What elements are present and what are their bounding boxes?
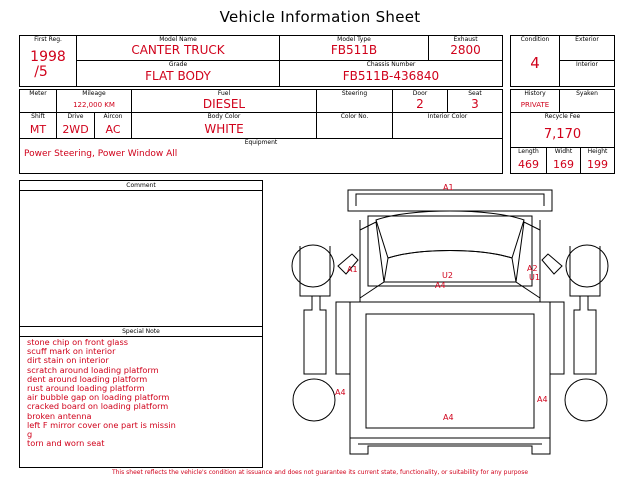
exhaust-label: Exhaust xyxy=(453,36,478,43)
exterior-label: Exterior xyxy=(575,36,599,43)
rear-left-wheel xyxy=(293,379,335,421)
right-side-panel xyxy=(574,296,596,374)
damage-mark-roof-2: A4 xyxy=(435,281,446,290)
fuel-value: DIESEL xyxy=(202,97,246,111)
grade-cell xyxy=(76,60,280,87)
interior-cell xyxy=(559,60,615,87)
left-rail-outline xyxy=(336,302,350,374)
page-title: Vehicle Information Sheet xyxy=(219,8,421,26)
history-value: PRIVATE xyxy=(520,101,550,109)
model-name-label: Model Name xyxy=(159,36,197,43)
exhaust-value: 2800 xyxy=(450,43,481,57)
history-cell xyxy=(510,89,560,113)
model-type-cell xyxy=(279,35,429,61)
seat-cell xyxy=(447,89,503,113)
chassis-value: FB511B-436840 xyxy=(342,69,440,83)
equipment-label: Equipment xyxy=(244,139,278,146)
front-right-wheel xyxy=(566,245,608,287)
length-value: 469 xyxy=(518,158,539,171)
right-rail-outline xyxy=(550,302,564,374)
history-label: History xyxy=(524,90,546,97)
front-grille-outline xyxy=(356,194,544,206)
list-item: left F mirror cover one part is missin xyxy=(27,419,176,430)
rear-right-wheel xyxy=(565,379,607,421)
steering-cell xyxy=(316,89,393,113)
height-label: Height xyxy=(587,148,608,155)
recycle-fee-cell xyxy=(510,112,615,148)
model-type-label: Model Type xyxy=(337,36,371,43)
list-item: cracked board on loading platform xyxy=(27,401,169,412)
shift-label: Shift xyxy=(31,113,45,120)
comment-box xyxy=(19,180,263,327)
grade-label: Grade xyxy=(168,61,188,68)
body-color-cell xyxy=(131,112,317,139)
list-item: rust around loading platform xyxy=(27,383,145,394)
drive-cell xyxy=(56,112,95,139)
shift-cell xyxy=(19,112,57,139)
aircon-cell xyxy=(94,112,132,139)
grade-value: FLAT BODY xyxy=(145,69,211,83)
drive-label: Drive xyxy=(67,113,84,120)
comment-label: Comment xyxy=(126,182,156,189)
damage-mark-right-front: A2 xyxy=(527,264,538,273)
width-cell xyxy=(546,147,581,174)
chassis-cell xyxy=(279,60,503,87)
list-item: scuff mark on interior xyxy=(27,346,116,357)
interior-color-cell xyxy=(392,112,503,139)
list-item: air bubble gap on loading platform xyxy=(27,392,170,403)
length-cell xyxy=(510,147,547,174)
damage-mark-roof-1: U2 xyxy=(442,271,453,280)
exhaust-cell xyxy=(428,35,503,61)
front-bumper-outline xyxy=(348,190,552,211)
footer-disclaimer: This sheet reflects the vehicle's condition at issuance and does not guarantee its current state, functionality, or suitability for any purpose xyxy=(111,469,529,476)
equipment-cell xyxy=(19,138,503,174)
right-fender-outline xyxy=(570,246,600,296)
width-label: Widht xyxy=(554,148,573,155)
seat-value: 3 xyxy=(471,97,479,111)
model-name-value: CANTER TRUCK xyxy=(131,43,225,57)
shift-value: MT xyxy=(29,123,47,136)
aircon-label: Aircon xyxy=(103,113,123,120)
fuel-label: Fuel xyxy=(217,90,231,97)
color-no-label: Color No. xyxy=(340,113,369,120)
damage-mark-right-front-2: U1 xyxy=(529,273,540,282)
syaken-cell xyxy=(559,89,615,113)
list-item: g xyxy=(27,429,33,440)
list-item: stone chip on front glass xyxy=(27,337,128,347)
damage-mark-left-rear: A4 xyxy=(335,388,346,397)
damage-mark-rear: A4 xyxy=(443,413,454,422)
left-side-panel xyxy=(304,296,326,374)
door-value: 2 xyxy=(416,97,424,111)
width-value: 169 xyxy=(553,158,574,171)
fuel-cell xyxy=(131,89,317,113)
meter-label: Meter xyxy=(29,90,47,97)
list-item: scratch around loading platform xyxy=(27,364,159,375)
list-item: torn and worn seat xyxy=(27,438,105,449)
length-label: Length xyxy=(518,148,539,155)
steering-label: Steering xyxy=(341,90,368,97)
meter-cell xyxy=(19,89,57,113)
interior-label: Interior xyxy=(576,61,598,68)
mileage-label: Mileage xyxy=(82,90,106,97)
condition-value: 4 xyxy=(530,54,540,72)
first-reg-label: First Reg. xyxy=(34,36,62,43)
recycle-fee-value: 7,170 xyxy=(543,127,582,142)
damage-mark-right-rear: A4 xyxy=(537,395,548,404)
exterior-cell xyxy=(559,35,615,61)
damage-mark-left-front: A1 xyxy=(347,265,358,274)
first-reg-year: 1998 xyxy=(30,49,66,65)
left-fender-outline xyxy=(300,246,330,296)
aircon-value: AC xyxy=(105,123,121,136)
right-mirror-outline xyxy=(542,254,562,274)
rear-bumper-outline xyxy=(350,438,550,454)
syaken-label: Syaken xyxy=(576,90,598,97)
first-reg-cell xyxy=(19,35,77,87)
door-cell xyxy=(392,89,448,113)
model-name-cell xyxy=(76,35,280,61)
equipment-value: Power Steering, Power Window All xyxy=(24,149,178,159)
list-item: broken antenna xyxy=(27,410,92,421)
special-note-box xyxy=(19,326,263,468)
recycle-fee-label: Recycle Fee xyxy=(544,113,581,120)
special-note-list xyxy=(27,338,176,448)
condition-label: Condition xyxy=(520,36,550,43)
damage-mark-front: A1 xyxy=(443,183,454,192)
chassis-label: Chassis Number xyxy=(366,61,416,68)
body-color-value: WHITE xyxy=(204,122,244,136)
special-note-label: Special Note xyxy=(122,328,160,335)
door-label: Door xyxy=(412,90,428,97)
drive-value: 2WD xyxy=(62,123,89,136)
list-item: dirt stain on interior xyxy=(27,355,109,366)
body-color-label: Body Color xyxy=(207,113,241,120)
front-left-wheel xyxy=(292,245,334,287)
height-cell xyxy=(580,147,615,174)
mileage-cell xyxy=(56,89,132,113)
color-no-cell xyxy=(316,112,393,139)
loading-platform-inner xyxy=(366,314,534,428)
seat-label: Seat xyxy=(468,90,482,97)
truck-diagram xyxy=(280,178,620,468)
first-reg-month: /5 xyxy=(34,64,48,80)
condition-cell xyxy=(510,35,560,87)
model-type-value: FB511B xyxy=(330,43,378,57)
interior-color-label: Interior Color xyxy=(427,113,468,120)
list-item: dent around loading platform xyxy=(27,373,148,384)
mileage-value: 122,000 KM xyxy=(73,101,115,109)
height-value: 199 xyxy=(587,158,608,171)
